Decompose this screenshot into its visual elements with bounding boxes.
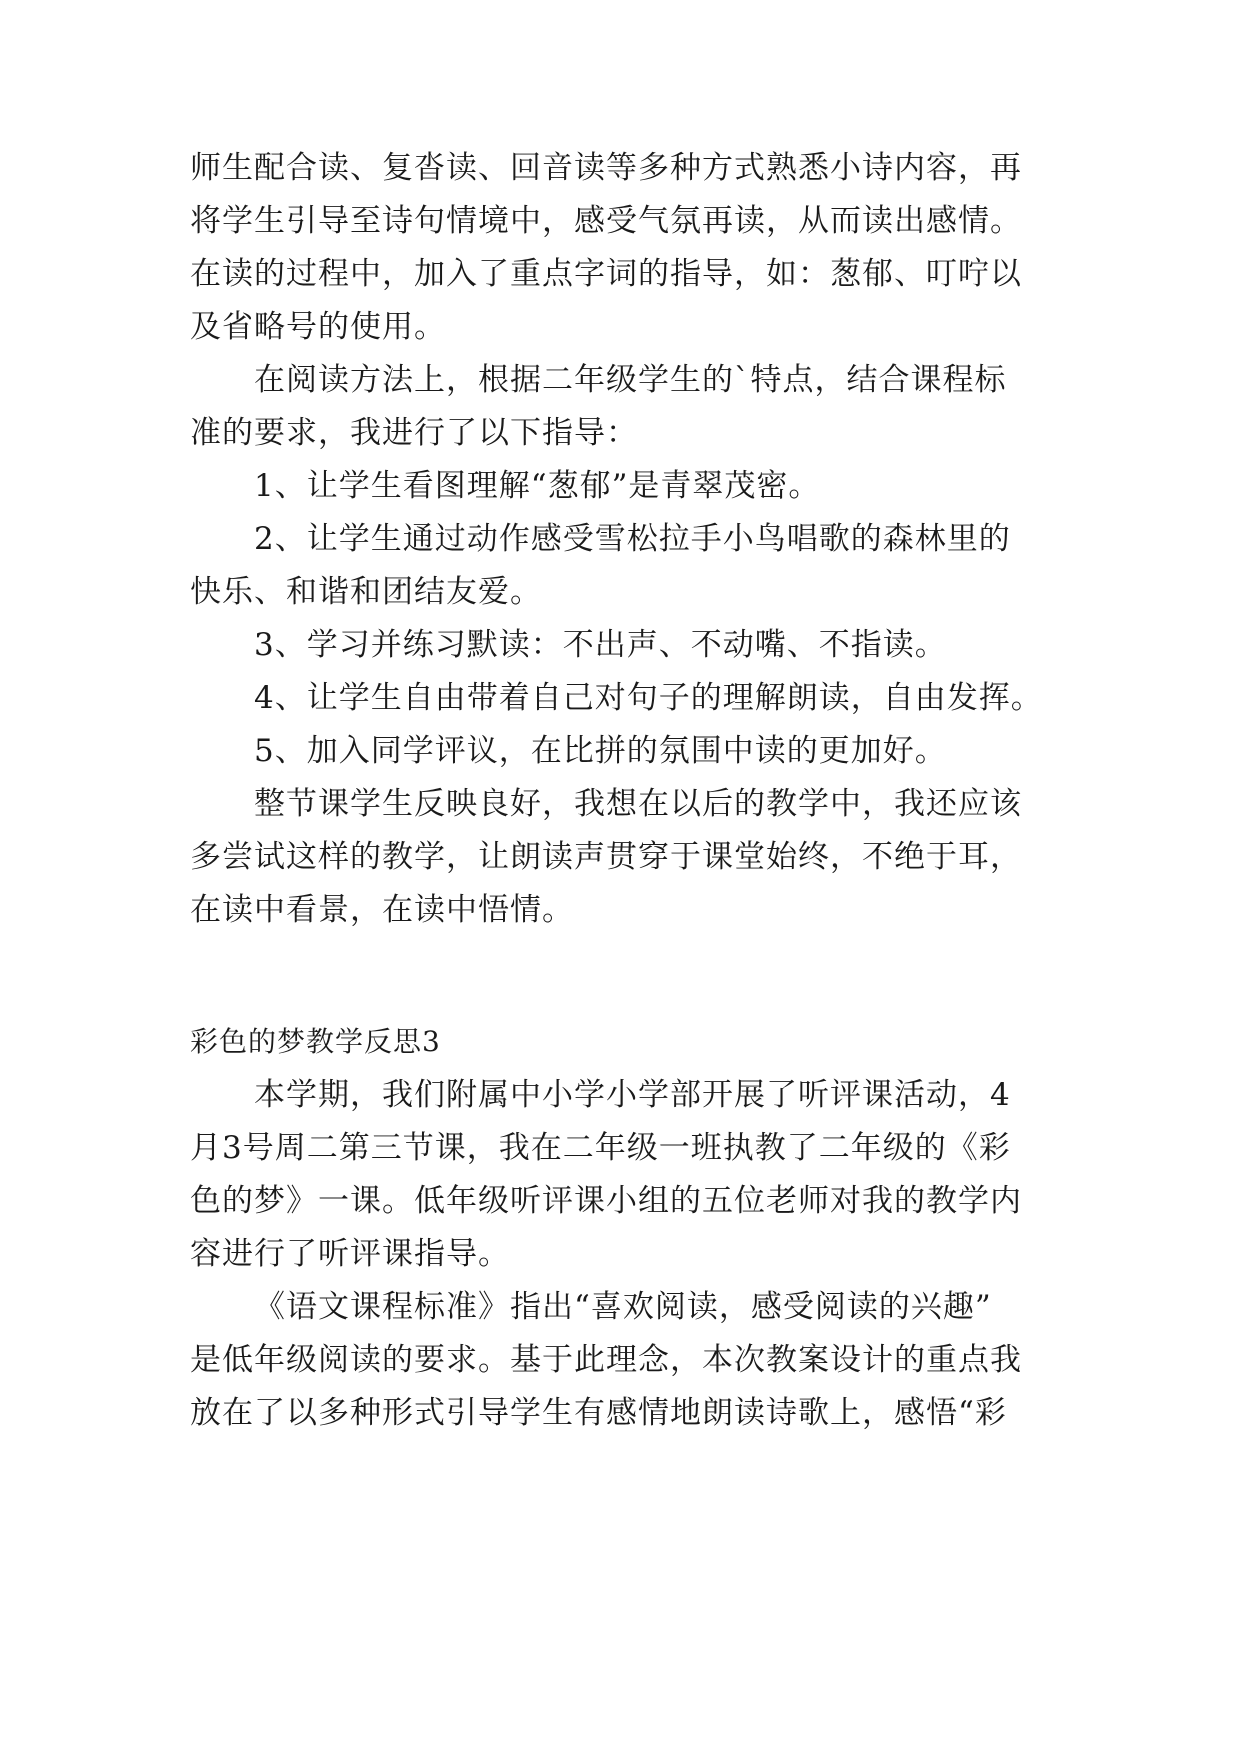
- list-item: 1、让学生看图理解“葱郁”是青翠茂密。: [254, 468, 821, 504]
- section-heading: 彩色的梦教学反思3: [190, 1025, 441, 1058]
- paragraph-line: 容进行了听评课指导。: [190, 1236, 510, 1272]
- paragraph-line: 及省略号的使用。: [190, 309, 446, 345]
- list-item: 4、让学生自由带着自己对句子的理解朗读，自由发挥。: [254, 680, 1043, 716]
- paragraph-line: 整节课学生反映良好，我想在以后的教学中，我还应该: [254, 786, 1022, 822]
- paragraph-line: 在读中看景，在读中悟情。: [190, 892, 574, 928]
- paragraph-line: 在读的过程中，加入了重点字词的指导，如：葱郁、叮咛以: [190, 256, 1022, 292]
- paragraph-line: 准的要求，我进行了以下指导：: [190, 415, 638, 451]
- paragraph-line: 是低年级阅读的要求。基于此理念，本次教案设计的重点我: [190, 1342, 1022, 1378]
- paragraph-line: 月3号周二第三节课，我在二年级一班执教了二年级的《彩: [190, 1130, 1011, 1166]
- paragraph-line: 《语文课程标准》指出“喜欢阅读，感受阅读的兴趣”: [254, 1289, 992, 1325]
- paragraph-line: 色的梦》一课。低年级听评课小组的五位老师对我的教学内: [190, 1183, 1022, 1219]
- paragraph-line: 在阅读方法上，根据二年级学生的`特点，结合课程标: [254, 362, 1007, 398]
- list-item: 5、加入同学评议，在比拼的氛围中读的更加好。: [254, 733, 947, 769]
- list-item: 3、学习并练习默读：不出声、不动嘴、不指读。: [254, 627, 947, 663]
- paragraph-line: 快乐、和谐和团结友爱。: [190, 574, 542, 610]
- list-item: 2、让学生通过动作感受雪松拉手小鸟唱歌的森林里的: [254, 521, 1011, 557]
- paragraph-line: 本学期，我们附属中小学小学部开展了听评课活动，4: [254, 1077, 1011, 1113]
- paragraph-line: 将学生引导至诗句情境中，感受气氛再读，从而读出感情。: [190, 203, 1022, 239]
- paragraph-line: 多尝试这样的教学，让朗读声贯穿于课堂始终，不绝于耳，: [190, 839, 1022, 875]
- paragraph-line: 放在了以多种形式引导学生有感情地朗读诗歌上，感悟“彩: [190, 1395, 1007, 1431]
- paragraph-line: 师生配合读、复沓读、回音读等多种方式熟悉小诗内容，再: [190, 150, 1022, 186]
